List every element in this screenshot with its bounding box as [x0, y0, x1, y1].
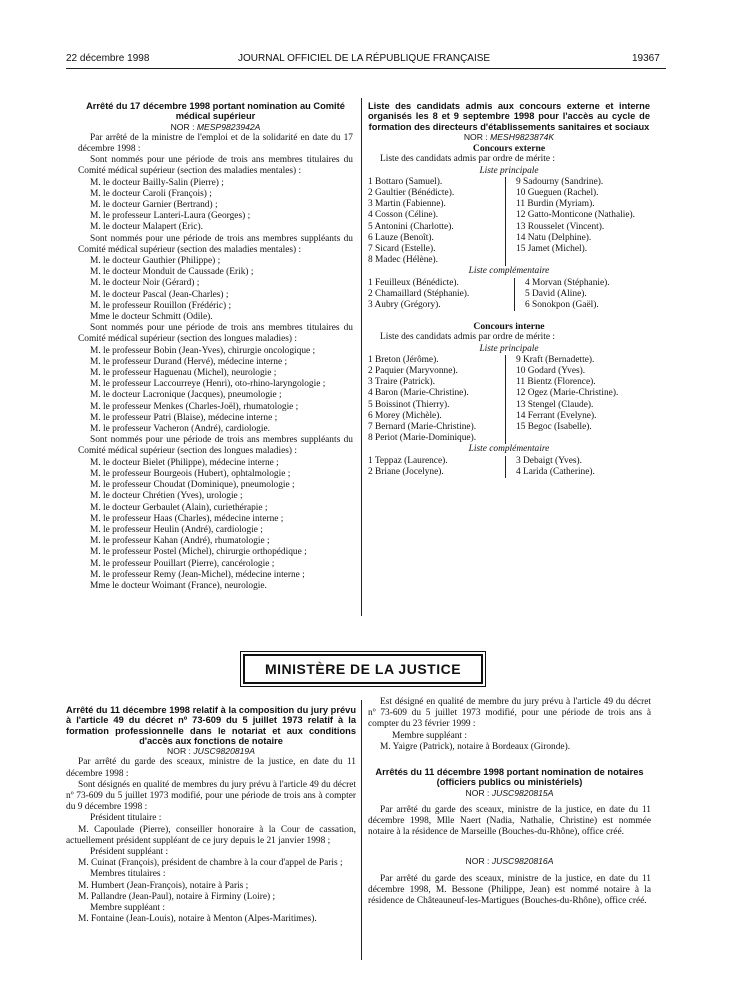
list-intro: Liste des candidats admis par ordre de mérite :: [380, 154, 555, 165]
list-item: M. Pallandre (Jean-Paul), notaire à Firminy (Loire) ;: [78, 891, 276, 902]
section-1: [78, 155, 353, 233]
list-item: M. le docteur Pascal (Jean-Charles) ;: [90, 289, 229, 300]
section-text: Sont nommés pour une période de trois ans membres suppléants du Comité médical supérieur (section des maladies mentales) :: [78, 233, 353, 255]
page-number: 19367: [632, 53, 660, 64]
paragraph: Sont désignés en qualité de membres du jury prévu à l'article 49 du décret nº 73-609 du 5 juillet 1973 modifié, pour une période de trois ans à compter du 9 décembre 1998 :: [66, 779, 356, 813]
list-item: 6 Sonokpon (Gaël).: [525, 299, 599, 310]
article-title: Arrêtés du 11 décembre 1998 portant nomination de notaires (officiers publics ou ministériels): [375, 767, 644, 788]
article-nomination-notaires: [368, 697, 651, 907]
list-item: 10 Godard (Yves).: [516, 365, 586, 376]
role-label: Membre suppléant :: [90, 903, 165, 914]
nor-reference: NOR : MESH9823874K: [463, 131, 555, 142]
paragraph: M. Fontaine (Jean-Louis), notaire à Menton (Alpes-Maritimes).: [78, 914, 317, 925]
list-item: M. le docteur Lacronique (Jacques), pneumologie ;: [90, 390, 282, 401]
ministry-heading: MINISTÈRE DE LA JUSTICE: [243, 654, 483, 684]
article-liste-candidats: [368, 101, 650, 478]
list-item: M. le professeur Menkes (Charles-Joël), rhumatologie ;: [90, 401, 299, 412]
list-item: 4 Baron (Marie-Christine).: [368, 388, 469, 399]
header-rule: [66, 68, 666, 69]
list-item: 2 Paquier (Maryvonne).: [368, 365, 458, 376]
list-item: M. le professeur Haguenau (Michel), neurologie ;: [90, 368, 277, 379]
list-item: 6 Lauze (Benoît).: [368, 232, 434, 243]
list-item: 7 Bernard (Marie-Christine).: [368, 421, 477, 432]
list-item: 10 Gueguen (Rachel).: [516, 187, 599, 198]
list-item: 3 Debaigt (Yves).: [516, 455, 582, 466]
paragraph: Est désigné en qualité de membre du jury prévu à l'article 49 du décret nº 73-609 du 5 juillet 1973 modifié, pour une période de trois ans à compter du 23 février 1999 :: [368, 697, 651, 730]
list-item: M. le docteur Gerbaulet (Alain), curiethérapie ;: [90, 502, 268, 513]
list-item: 12 Ogez (Marie-Christine).: [516, 388, 619, 399]
list-item: 2 Chamaillard (Stéphanie).: [368, 288, 470, 299]
list-item: M. le docteur Gauthier (Philippe) ;: [90, 256, 221, 267]
article-title: Arrêté du 11 décembre 1998 relatif à la composition du jury prévu à l'article 49 du décret nº 73-609 du 5 juillet 1973 relatif à la formation professionnelle dans le notariat et aux conditions d'accès aux fonctions de notaire: [66, 705, 356, 746]
liste-principale-label: Liste principale: [479, 165, 539, 176]
list-item: M. le docteur Noir (Gérard) ;: [90, 278, 200, 289]
list-item: M. le docteur Chrétien (Yves), urologie ;: [90, 491, 243, 502]
list-item: M. le professeur Bobin (Jean-Yves), chirurgie oncologique ;: [90, 345, 316, 356]
section-4: [78, 435, 353, 592]
article-jury-notariat: [66, 705, 356, 925]
list-item: 14 Ferrant (Evelyne).: [516, 410, 597, 421]
list-item: M. le professeur Durand (Hervé), médecine interne ;: [90, 356, 288, 367]
paragraph: M. Cuinat (François), président de chambre à la cour d'appel de Paris ;: [78, 858, 343, 869]
list-item: 9 Kraft (Bernadette).: [516, 354, 595, 365]
list-item: 11 Bientz (Florence).: [516, 377, 596, 388]
list-item: 5 David (Aline).: [525, 288, 587, 299]
externe-complementaire-list: [368, 278, 650, 312]
paragraph: M. Yaigre (Patrick), notaire à Bordeaux (Gironde).: [380, 741, 571, 752]
column-divider: [361, 98, 362, 616]
concours-interne-heading: Concours interne: [473, 321, 545, 333]
list-item: 4 Morvan (Stéphanie).: [525, 277, 610, 288]
list-item: 5 Antonini (Charlotte).: [368, 221, 454, 232]
list-item: 8 Madec (Hélène).: [368, 255, 439, 266]
liste-complementaire-label: Liste complémentaire: [468, 444, 550, 455]
list-item: 13 Stengel (Claude).: [516, 399, 594, 410]
liste-principale-label: Liste principale: [479, 343, 539, 354]
list-item: 12 Gatto-Monticone (Nathalie).: [516, 210, 635, 221]
list-item: 6 Morey (Michèle).: [368, 410, 442, 421]
list-item: 5 Boissinot (Thierry).: [368, 399, 450, 410]
list-item: 1 Breton (Jérôme).: [368, 354, 439, 365]
list-item: M. le docteur Malapert (Eric).: [90, 222, 203, 233]
list-item: M. le professeur Remy (Jean-Michel), médecine interne ;: [90, 569, 305, 580]
concours-externe-heading: Concours externe: [472, 143, 546, 155]
article-intro: Par arrêté de la ministre de l'emploi et de la solidarité en date du 17 décembre 1998 :: [78, 132, 353, 154]
interne-complementaire-list: [368, 456, 650, 478]
section-text: Sont nommés pour une période de trois ans membres titulaires du Comité médical supérieur (section des maladies mentales) :: [78, 155, 353, 177]
section-text: Sont nommés pour une période de trois ans membres titulaires du Comité médical supérieur (section des longues maladies) :: [78, 323, 353, 345]
paragraph: Par arrêté du garde des sceaux, ministre de la justice, en date du 11 décembre 1998 :: [66, 757, 356, 779]
role-label: Membres titulaires :: [90, 869, 166, 880]
list-item: M. le docteur Bielet (Philippe), médecine interne ;: [90, 457, 279, 468]
journal-title: JOURNAL OFFICIEL DE LA RÉPUBLIQUE FRANÇAISE: [238, 53, 491, 64]
list-item: 9 Sadourny (Sandrine).: [516, 176, 604, 187]
list-item: 3 Martin (Fabienne).: [368, 199, 446, 210]
list-item: M. le professeur Kahan (André), rhumatologie ;: [90, 536, 270, 547]
list-item: 13 Rousselet (Vincent).: [516, 221, 605, 232]
list-item: M. le professeur Bourgeois (Hubert), ophtalmologie ;: [90, 468, 291, 479]
list-item: M. le professeur Haas (Charles), médecine interne ;: [90, 513, 284, 524]
list-item: M. le professeur Rouillon (Frédéric) ;: [90, 300, 232, 311]
list-item: 8 Periot (Marie-Dominique).: [368, 433, 477, 444]
nor-reference: NOR : JUSC9820816A: [465, 856, 554, 867]
paragraph: Par arrêté du garde des sceaux, ministre de la justice, en date du 11 décembre 1998, M. Bessone (Philippe, Jean) est nommé notaire à la résidence de Châteauneuf-les-Martigues (Bouches-du-Rhône), office créé.: [368, 873, 651, 907]
list-item: M. le professeur Choudat (Dominique), pneumologie ;: [90, 480, 295, 491]
column-divider: [361, 700, 362, 960]
article-comite-medical: [78, 101, 353, 592]
externe-principale-list: [368, 177, 650, 267]
list-item: M. le docteur Garnier (Bertrand) ;: [90, 200, 218, 211]
list-item: M. le professeur Patri (Blaise), médecine interne ;: [90, 412, 278, 423]
interne-principale-list: [368, 355, 650, 445]
list-item: 3 Aubry (Grégory).: [368, 299, 441, 310]
nor-reference: NOR : JUSC9820819A: [167, 746, 255, 757]
list-item: M. le professeur Pouillart (Pierre), cancérologie ;: [90, 558, 275, 569]
list-item: M. le professeur Laccourreye (Henri), oto-rhino-laryngologie ;: [90, 379, 326, 390]
role-label: Membre suppléant :: [392, 730, 467, 741]
list-item: M. le professeur Postel (Michel), chirurgie orthopédique ;: [90, 547, 307, 558]
role-label: Président titulaire :: [90, 813, 162, 824]
list-item: M. le professeur Lanteri-Laura (Georges) ;: [90, 211, 251, 222]
list-item: M. le professeur Heulin (André), cardiologie ;: [90, 524, 263, 535]
section-2: [78, 234, 353, 324]
section-text: Sont nommés pour une période de trois ans membres suppléants du Comité médical supérieur (section des longues maladies) :: [78, 435, 353, 457]
sections-list: [78, 155, 353, 592]
nor-reference: NOR : MESP9823942A: [170, 121, 261, 132]
article-title: Arrêté du 17 décembre 1998 portant nomination au Comité médical supérieur: [86, 101, 345, 122]
article-title: Liste des candidats admis aux concours externe et interne organisés les 8 et 9 septembre 1998 pour l'accès au cycle de formation des directeurs d'établissements sanitaires et sociaux: [368, 101, 650, 132]
list-item: 4 Larida (Catherine).: [516, 466, 595, 477]
list-item: M. le docteur Bailly-Salin (Pierre) ;: [90, 177, 224, 188]
list-item: 15 Jamet (Michel).: [516, 243, 588, 254]
list-item: 7 Sicard (Estelle).: [368, 243, 436, 254]
list-item: 3 Traire (Patrick).: [368, 377, 435, 388]
liste-complementaire-label: Liste complémentaire: [468, 266, 550, 277]
list-item: M. le docteur Caroli (François) ;: [90, 188, 212, 199]
list-item: 1 Feuilleux (Bénédicte).: [368, 277, 459, 288]
list-intro: Liste des candidats admis par ordre de mérite :: [380, 332, 555, 343]
list-item: 1 Bottaro (Samuel).: [368, 176, 443, 187]
list-item: 11 Burdin (Myriam).: [516, 199, 595, 210]
list-item: 2 Briane (Jocelyne).: [368, 466, 444, 477]
list-item: Mme le docteur Woimant (France), neurologie.: [90, 580, 267, 591]
list-item: 15 Begoc (Isabelle).: [516, 421, 592, 432]
header-date: 22 décembre 1998: [66, 53, 150, 64]
nor-reference: NOR : JUSC9820815A: [465, 787, 554, 798]
list-item: 14 Natu (Delphine).: [516, 232, 592, 243]
list-item: M. Humbert (Jean-François), notaire à Paris ;: [78, 880, 249, 891]
list-item: 2 Gaultier (Bénédicte).: [368, 187, 455, 198]
role-label: Président suppléant :: [90, 847, 169, 858]
list-item: M. le docteur Monduit de Caussade (Erik) ;: [90, 267, 254, 278]
paragraph: Par arrêté du garde des sceaux, ministre de la justice, en date du 11 décembre 1998, Mlle Naert (Nadia, Nathalie, Christine) est nommée notaire à la résidence de Marseille (Bouches-du-Rhône), office créé.: [368, 804, 651, 838]
list-item: Mme le docteur Schmitt (Odile).: [90, 312, 213, 323]
list-item: 1 Teppaz (Laurence).: [368, 455, 448, 466]
paragraph: M. Capoulade (Pierre), conseiller honoraire à la Cour de cassation, actuellement président suppléant de ce jury depuis le 21 janvier 1998 ;: [66, 824, 356, 846]
list-item: M. le professeur Vacheron (André), cardiologie.: [90, 424, 270, 435]
section-3: [78, 323, 353, 435]
list-item: 4 Cosson (Céline).: [368, 210, 439, 221]
